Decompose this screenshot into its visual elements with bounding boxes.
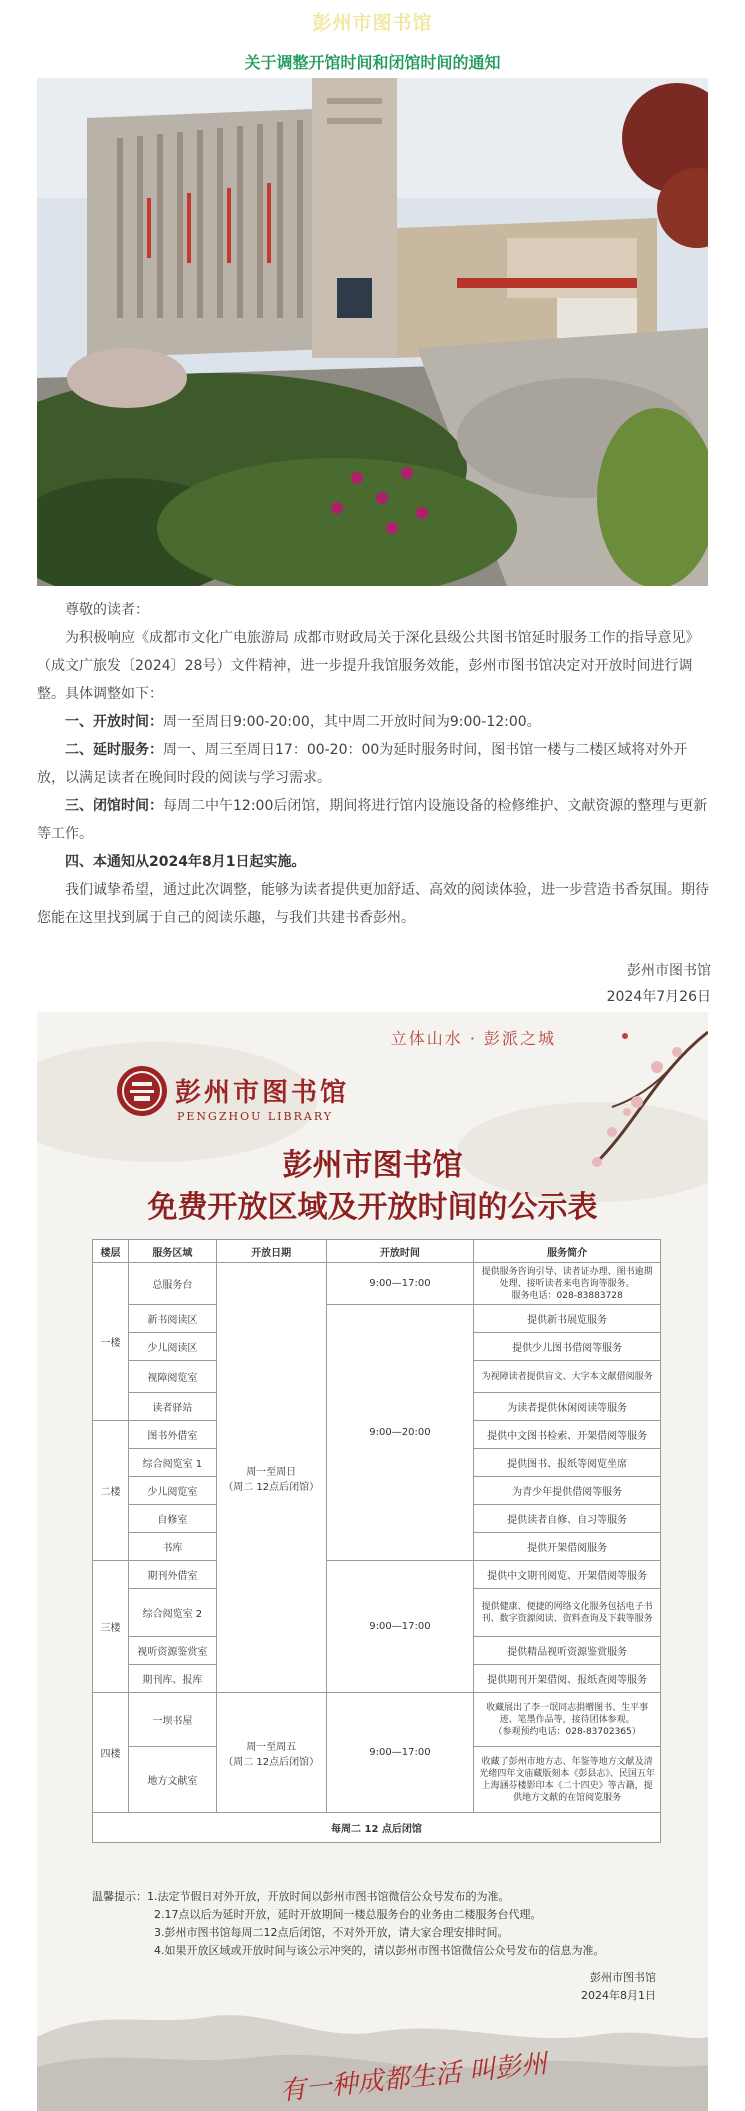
item4-text: 四、本通知从2024年8月1日起实施。 xyxy=(65,854,306,870)
header-cell: 服务区域 xyxy=(128,1240,216,1263)
time-cell: 9:00—17:00 xyxy=(326,1561,474,1693)
floor-cell: 四楼 xyxy=(93,1693,129,1813)
table-row xyxy=(93,1561,661,1589)
area-cell: 少儿阅览室 xyxy=(128,1477,216,1505)
service-cell: 提供服务咨询引导、读者证办理、图书逾期处理、接听读者来电咨询等服务。 服务电话：028-83883728 xyxy=(474,1263,661,1305)
area-cell: 视障阅览室 xyxy=(128,1361,216,1393)
time-cell: 9:00—17:00 xyxy=(326,1693,474,1813)
area-cell: 一坝书屋 xyxy=(128,1693,216,1747)
item1-label: 一、开放时间： xyxy=(65,714,163,730)
brand-title: 彭州市图书馆 xyxy=(312,12,433,34)
service-cell: 为读者提供休闲阅读等服务 xyxy=(474,1393,661,1421)
item-effective-date xyxy=(37,848,711,876)
tip-line: 3.彭州市图书馆每周二12点后闭馆，不对外开放，请大家合理安排时间。 xyxy=(154,1926,509,1939)
item2-label: 二、延时服务： xyxy=(65,742,163,758)
table-row xyxy=(93,1263,661,1305)
greeting: 尊敬的读者： xyxy=(65,602,149,618)
intro-paragraph: 为积极响应《成都市文化广电旅游局 成都市财政局关于深化县级公共图书馆延时服务工作的指导意见》（成文广旅发〔2024〕28号）文件精神，进一步提升我馆服务效能，彭州市图书馆决定对开放时间进行调整。具体调整如下： xyxy=(37,630,700,702)
item3-text: 每周二中午12:00后闭馆，期间将进行馆内设施设备的检修维护、文献资源的整理与更新等工作。 xyxy=(37,798,708,842)
service-cell: 提供开架借阅服务 xyxy=(474,1533,661,1561)
notice-signature: 彭州市图书馆 xyxy=(627,963,711,979)
item-closing-hours xyxy=(37,792,711,848)
library-photo xyxy=(37,78,708,586)
header-cell: 服务简介 xyxy=(474,1240,661,1263)
schedule-poster xyxy=(37,1012,708,2111)
item-opening-hours xyxy=(37,708,711,736)
service-cell: 收藏展出了李一氓同志捐赠图书、生平事迹、笔墨作品等，接待团体参观。 （参观预约电话：028-83702365） xyxy=(474,1693,661,1747)
area-cell: 读者驿站 xyxy=(128,1393,216,1421)
area-cell: 图书外借室 xyxy=(128,1421,216,1449)
notice-date: 2024年7月26日 xyxy=(606,989,711,1005)
service-cell: 提供中文图书检索、开架借阅等服务 xyxy=(474,1421,661,1449)
service-cell: 提供读者自修、自习等服务 xyxy=(474,1505,661,1533)
area-cell: 总服务台 xyxy=(128,1263,216,1305)
item1-text: 周一至周日9:00-20:00，其中周二开放时间为9:00-12:00。 xyxy=(163,714,541,730)
area-cell: 少儿阅读区 xyxy=(128,1333,216,1361)
service-cell: 提供新书展览服务 xyxy=(474,1305,661,1333)
service-cell: 提供健康、便捷的网络文化服务包括电子书刊、数字资源阅读、资料查询及下载等服务 xyxy=(474,1589,661,1637)
service-cell: 提供期刊开架借阅、报纸查阅等服务 xyxy=(474,1665,661,1693)
tip-line: 4.如果开放区域或开放时间与该公示冲突的，请以彭州市图书馆微信公众号发布的信息为准。 xyxy=(154,1944,605,1957)
notice-body xyxy=(37,596,711,932)
logo-text-en: PENGZHOU LIBRARY xyxy=(177,1110,334,1123)
poster-title-line1: 彭州市图书馆 xyxy=(282,1148,463,1183)
service-cell: 提供中文期刊阅览、开架借阅等服务 xyxy=(474,1561,661,1589)
area-cell: 视听资源鉴赏室 xyxy=(128,1637,216,1665)
article-title: 关于调整开馆时间和闭馆时间的通知 xyxy=(244,53,501,72)
service-cell: 为青少年提供借阅等服务 xyxy=(474,1477,661,1505)
date-cell: 周一至周日 （周二 12点后闭馆） xyxy=(216,1263,326,1693)
area-cell: 综合阅览室 1 xyxy=(128,1449,216,1477)
poster-signature: 彭州市图书馆 xyxy=(590,1971,656,1984)
table-footer-row xyxy=(93,1813,661,1843)
poster-slogan: 立体山水 · 彭派之城 xyxy=(390,1029,556,1048)
item-extended-service xyxy=(37,736,711,792)
calligraphy-slogan: 有一种成都生活 叫彭州 xyxy=(278,2049,549,2107)
date-cell: 周一至周五 （周二 12点后闭馆） xyxy=(216,1693,326,1813)
area-cell: 地方文献室 xyxy=(128,1747,216,1813)
floor-cell: 三楼 xyxy=(93,1561,129,1693)
closing-paragraph: 我们诚挚希望，通过此次调整，能够为读者提供更加舒适、高效的阅读体验，进一步营造书香氛围。期待您能在这里找到属于自己的阅读乐趣，与我们共建书香彭州。 xyxy=(37,882,709,926)
area-cell: 期刊外借室 xyxy=(128,1561,216,1589)
table-row xyxy=(93,1693,661,1747)
service-cell: 提供少儿图书借阅等服务 xyxy=(474,1333,661,1361)
service-cell: 提供图书、报纸等阅览坐席 xyxy=(474,1449,661,1477)
area-cell: 期刊库、报库 xyxy=(128,1665,216,1693)
logo-text-cn: 彭州市图书馆 xyxy=(175,1078,350,1108)
floor-cell: 一楼 xyxy=(93,1263,129,1421)
item2-text: 周一、周三至周日17：00-20：00为延时服务时间，图书馆一楼与二楼区域将对外开放，以满足读者在晚间时段的阅读与学习需求。 xyxy=(37,742,688,786)
table-header-row xyxy=(93,1240,661,1263)
header-cell: 楼层 xyxy=(93,1240,129,1263)
area-cell: 书库 xyxy=(128,1533,216,1561)
header-cell: 开放日期 xyxy=(216,1240,326,1263)
area-cell: 综合阅览室 2 xyxy=(128,1589,216,1637)
area-cell: 自修室 xyxy=(128,1505,216,1533)
poster-date: 2024年8月1日 xyxy=(581,1989,656,2002)
service-cell: 提供精品视听资源鉴赏服务 xyxy=(474,1637,661,1665)
schedule-table xyxy=(92,1239,661,1843)
table-footer: 每周二 12 点后闭馆 xyxy=(93,1813,661,1843)
service-cell: 为视障读者提供盲文、大字本文献借阅服务 xyxy=(474,1361,661,1393)
poster-title-line2: 免费开放区域及开放时间的公示表 xyxy=(147,1190,598,1225)
service-cell: 收藏了彭州市地方志、年鉴等地方文献及清光绪四年文庙藏版刻本《彭县志》、民国五年上海涵芬楼影印本《二十四史》等古籍，提供地方文献的在馆阅览服务 xyxy=(474,1747,661,1813)
time-cell: 9:00—17:00 xyxy=(326,1263,474,1305)
library-logo-icon xyxy=(115,1064,169,1118)
floor-cell: 二楼 xyxy=(93,1421,129,1561)
time-cell: 9:00—20:00 xyxy=(326,1305,474,1561)
tip-line: 温馨提示：1.法定节假日对外开放，开放时间以彭州市图书馆微信公众号发布的为准。 xyxy=(92,1890,510,1903)
header-cell: 开放时间 xyxy=(326,1240,474,1263)
tip-line: 2.17点以后为延时开放，延时开放期间一楼总服务台的业务由二楼服务台代理。 xyxy=(154,1908,542,1921)
table-row xyxy=(93,1305,661,1333)
item3-label: 三、闭馆时间： xyxy=(65,798,163,814)
area-cell: 新书阅读区 xyxy=(128,1305,216,1333)
